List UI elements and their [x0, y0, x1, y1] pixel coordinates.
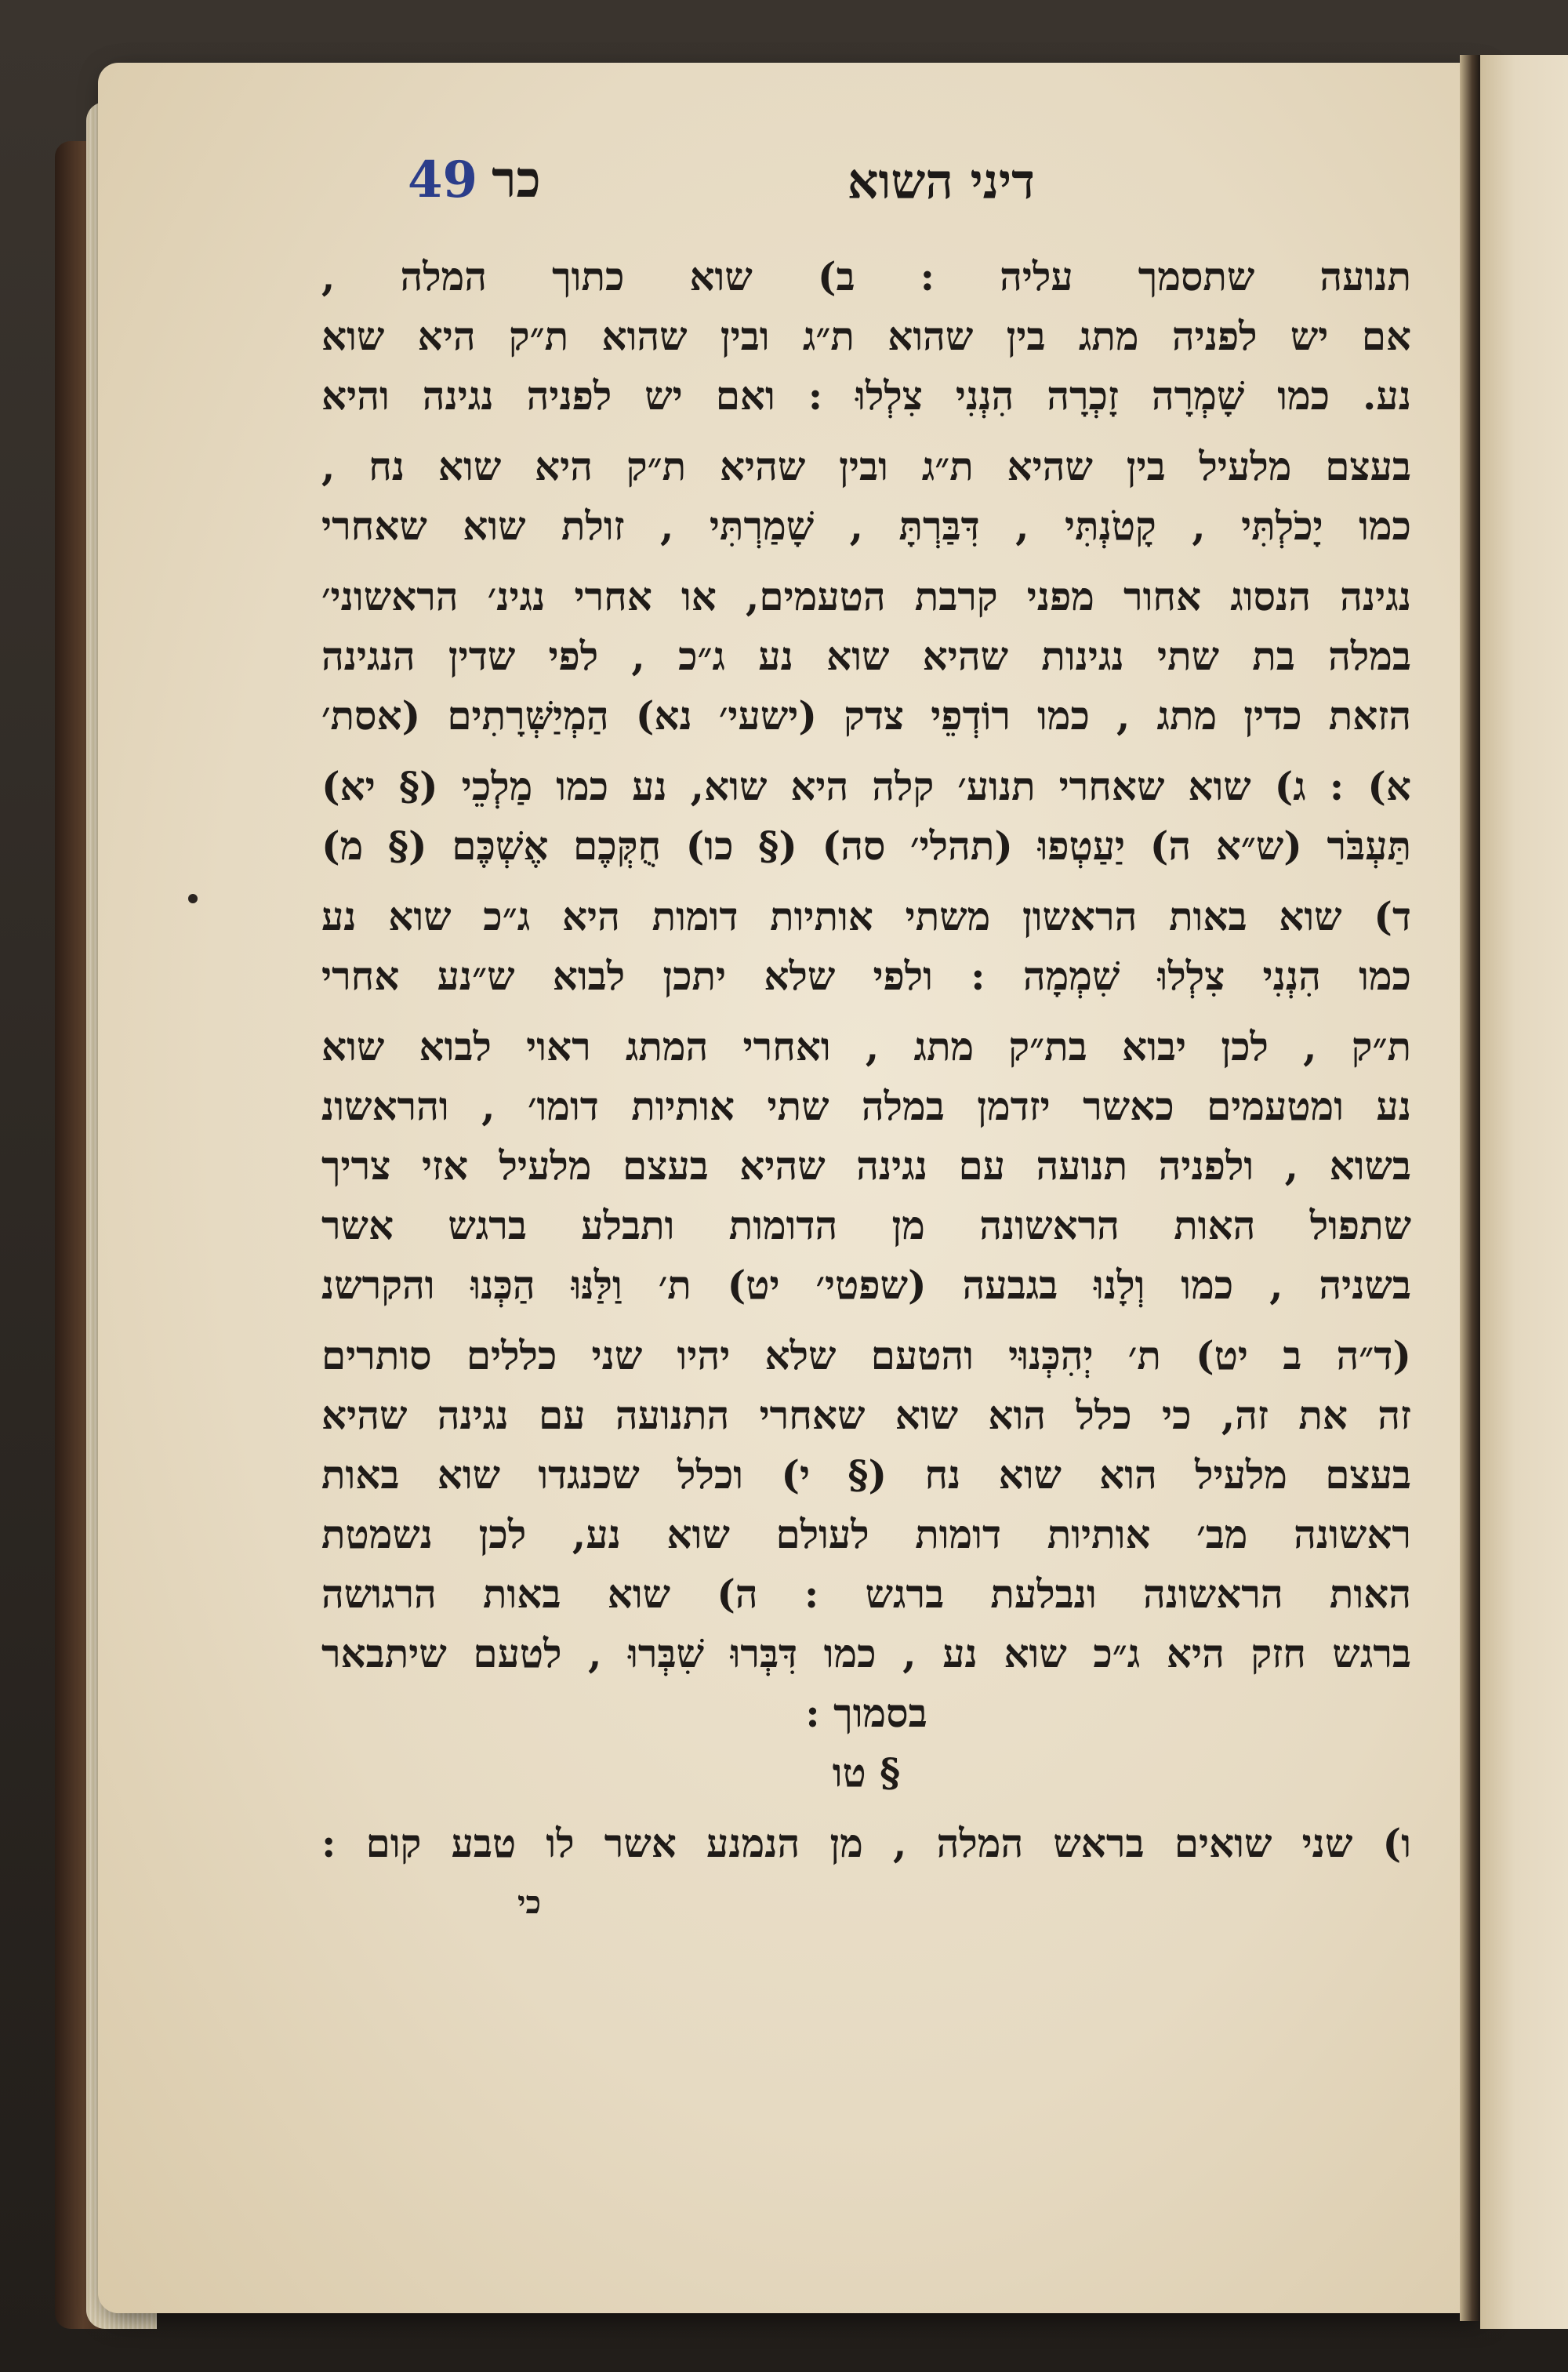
text-line: נגינה הנסוג אחור מפני קרבת הטעמים, או אחרי נגינ׳ הראשוני׳	[321, 573, 1411, 619]
text-line: זה את זה, כי כלל הוא שוא שאחרי התנועה עם נגינה שהיא	[321, 1392, 1411, 1438]
text-line: כמו הִנְנִי צִלְלוּ שִׁמְמָה : ולפי שלא יתכן לבוא ש״נע אחרי	[321, 953, 1411, 999]
book-gutter	[1460, 55, 1480, 2321]
text-line: האות הראשונה ונבלעת ברגש : ה) שוא באות הרגושה	[321, 1571, 1411, 1617]
text-line: בעצם מלעיל בין שהיא ת״ג ובין שהיא ת״ק היא שוא נח ,	[321, 443, 1411, 489]
text-line: בשניה , כמו וְלָנוּ בגבעה (שפטי׳ יט) ת׳ וַלַּנּוּ הַכְּנוּ והקרשנ	[321, 1262, 1411, 1308]
folio-hebrew: כר	[492, 151, 541, 209]
text-line: נע. כמו שָׁמְרָה זָכְרָה הִנְנִי צִלְלוּ : ואם יש לפניה נגינה והיא	[321, 372, 1411, 419]
text-line: (ד״ה ב יט) ת׳ יְהִכְּנוּי והטעם שלא יהיו שני כללים סותרים	[321, 1332, 1411, 1379]
text-line: במלה בת שתי נגינות שהיא שוא נע ג״כ , לפי שדין הנגינה	[321, 633, 1411, 679]
text-line-short: בסמוך :	[805, 1690, 927, 1736]
text-line: א) : ג) שוא שאחרי תנוע׳ קלה היא שוא, נע כמו מַלְכֵי (§ יא)	[321, 763, 1411, 809]
text-line: ד) שוא באות הראשון משתי אותיות דומות היא ג״כ שוא נע	[321, 893, 1411, 939]
text-line: ת״ק , לכן יבוא בת״ק מתג , ואחרי המתג ראוי לבוא שוא	[321, 1023, 1411, 1070]
text-line: כמו יָכֹלְתִּי , קָטֹנְתִּי , דִּבַּרְתָּ , שָׁמַרְתִּי , זולת שוא שאחרי	[321, 503, 1411, 549]
body-text	[321, 247, 1411, 2223]
text-line: בעצם מלעיל הוא שוא נח (§ י) וכלל שכנגדו שוא באות	[321, 1451, 1411, 1498]
text-line: בשוא , ולפניה תנועה עם נגינה שהיא בעצם מלעיל אזי צריך	[321, 1142, 1411, 1189]
ink-speck	[188, 894, 198, 903]
catchword: כי	[517, 1884, 542, 1921]
adjacent-glyph	[1537, 243, 1563, 274]
text-line: הזאת כדין מתג , כמו רוֹדְפֵי צדק (ישעי׳ נא) הַמְיַשְּׁרָתִים (אסת׳	[321, 692, 1411, 739]
text-line: נע ומטעמים כאשר יזדמן במלה שתי אותיות דומו׳ , והראשונ	[321, 1083, 1411, 1129]
text-line: אם יש לפניה מתג בין שהוא ת״ג ובין שהוא ת״ק היא שוא	[321, 313, 1411, 359]
text-line: ברגש חזק היא ג״כ שוא נע , כמו דִּבְּרוּ שִׁבְּרוּ , לטעם שיתבאר	[321, 1630, 1411, 1676]
text-line: שתפול האות הראשונה מן הדומות ותבלע ברגש אשר	[321, 1202, 1411, 1248]
text-line: ראשונה מב׳ אותיות דומות לעולם שוא נע, לכן נשמטת	[321, 1511, 1411, 1557]
section-mark: § טו	[832, 1749, 901, 1796]
folio-number: 49	[408, 151, 478, 209]
text-line: ו) שני שואים בראש המלה , מן הנמנע אשר לו טבע קום :	[321, 1820, 1411, 1866]
running-title: דיני השוא	[847, 153, 1035, 210]
text-line: תנועה שתסמך עליה : ב) שוא כתוך המלה ,	[321, 253, 1411, 300]
adjacent-page-edge	[1480, 55, 1568, 2329]
text-line: תַּעְבֹּר (ש״א ה) יַעַטְפוּ (תהלי׳ סה) (§ כו) חֻקְּכֶם אֶשְׁכֶּם (§ מ)	[321, 823, 1411, 869]
